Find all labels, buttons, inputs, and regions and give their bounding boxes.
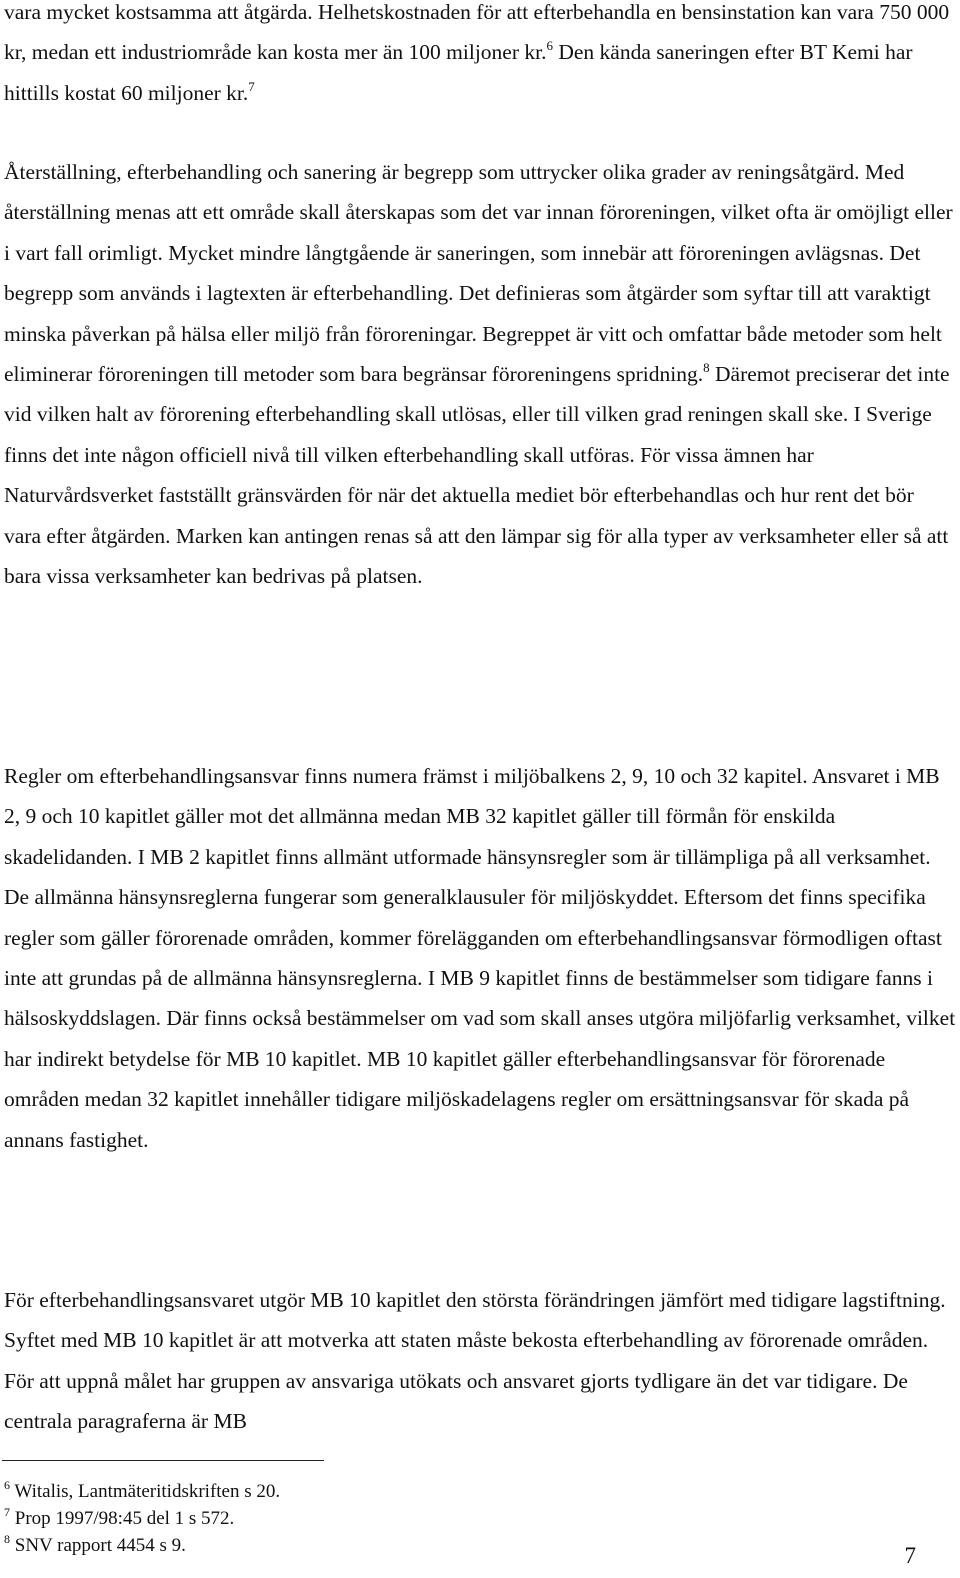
page-number: 7 bbox=[904, 1543, 916, 1568]
footnote-text: Witalis, Lantmäteritidskriften s 20. bbox=[14, 1481, 281, 1502]
paragraph-1-text-part-2: Den kända saneringen efter BT Kemi har hittills kostat 60 miljoner kr. bbox=[4, 40, 913, 105]
footnote-number: 7 bbox=[4, 1505, 10, 1519]
paragraph-liability-rules: Regler om efterbehandlingsansvar finns numera främst i miljöbalkens 2, 9, 10 och 32 kapitel. Ansvaret i MB 2, 9 och 10 kapitlet gäller mot det allmänna medan MB 32 kapitlet gäller till förmån för enskilda skadelidanden. I MB 2 kapitlet finns allmänt utformade hänsynsregler som är tillämpliga på all verksamhet. De allmänna hänsynsreglerna fungerar som generalklausuler för miljöskyddet. Eftersom det finns specifika regler som gäller förorenade områden, kommer förelägganden om efterbehandlingsansvar förmodligen oftast inte att grundas på de allmänna hänsynsreglerna. I MB 9 kapitlet finns de bestämmelser som tidigare fanns i hälsoskyddslagen. Där finns också bestämmelser om vad som skall anses utgöra miljöfarlig verksamhet, vilket har indirekt betydelse för MB 10 kapitlet. MB 10 kapitlet gäller efterbehandlingsansvar för förorenade områden medan 32 kapitlet innehåller tidigare miljöskadelagens regler om ersättningsansvar för skada på annans fastighet. bbox=[4, 764, 956, 1152]
footnote-text: Prop 1997/98:45 del 1 s 572. bbox=[14, 1508, 235, 1529]
footnote-6 bbox=[4, 1478, 704, 1505]
paragraph-cleanup-costs bbox=[4, 0, 956, 113]
paragraph-remediation-concepts bbox=[4, 152, 956, 596]
footnote-divider bbox=[2, 1460, 324, 1461]
footnote-text: SNV rapport 4454 s 9. bbox=[14, 1535, 186, 1556]
footnote-reference-7: 7 bbox=[248, 78, 255, 94]
paragraph-mb-10-purpose: För efterbehandlingsansvaret utgör MB 10 kapitlet den största förändringen jämfört med tidigare lagstiftning. Syftet med MB 10 kapitlet är att motverka att staten måste bekosta efterbehandling av förorenade områden. För att uppnå målet har gruppen av ansvariga utökats och ansvaret gjorts tydligare än det var tidigare. De centrala paragraferna är MB bbox=[4, 1288, 946, 1434]
footnotes-section bbox=[4, 1478, 704, 1559]
footnote-reference-8: 8 bbox=[703, 360, 710, 376]
paragraph-2-text-part-1: Återställning, efterbehandling och sanering är begrepp som uttrycker olika grader av reningsåtgärd. Med återställning menas att ett område skall återskapas som det var innan föroreningen, vilket ofta är omöjligt eller i vart fall orimligt. Mycket mindre långtgående är saneringen, som innebär att föroreningen avlägsnas. Det begrepp som används i lagtexten är efterbehandling. Det definieras som åtgärder som syftar till att varaktigt minska påverkan på hälsa eller miljö från föroreningar. Begreppet är vitt och omfattar både metoder som helt eliminerar föroreningen till metoder som bara begränsar föroreningens spridning. bbox=[4, 160, 953, 387]
footnote-number: 6 bbox=[4, 1478, 10, 1492]
footnote-reference-6: 6 bbox=[546, 38, 553, 54]
footnote-number: 8 bbox=[4, 1532, 10, 1546]
paragraph-2-text-part-2: Däremot preciserar det inte vid vilken halt av förorening efterbehandling skall utlösas, eller till vilken grad reningen skall ske. I Sverige finns det inte någon officiell nivå till vilken efterbehandling skall utföras. För vissa ämnen har Naturvårdsverket fastställt gränsvärden för när det aktuella mediet bör efterbehandlas och hur rent det bör vara efter åtgärden. Marken kan antingen renas så att den lämpar sig för alla typer av verksamheter eller så att bara vissa verksamheter kan bedrivas på platsen. bbox=[4, 362, 950, 589]
footnote-7 bbox=[4, 1505, 704, 1532]
paragraph-1-text-part-1: vara mycket kostsamma att åtgärda. Helhetskostnaden för att efterbehandla en bensinstation kan vara 750 000 kr, medan ett industriområde kan kosta mer än 100 miljoner kr. bbox=[4, 0, 950, 65]
footnote-8 bbox=[4, 1532, 704, 1559]
